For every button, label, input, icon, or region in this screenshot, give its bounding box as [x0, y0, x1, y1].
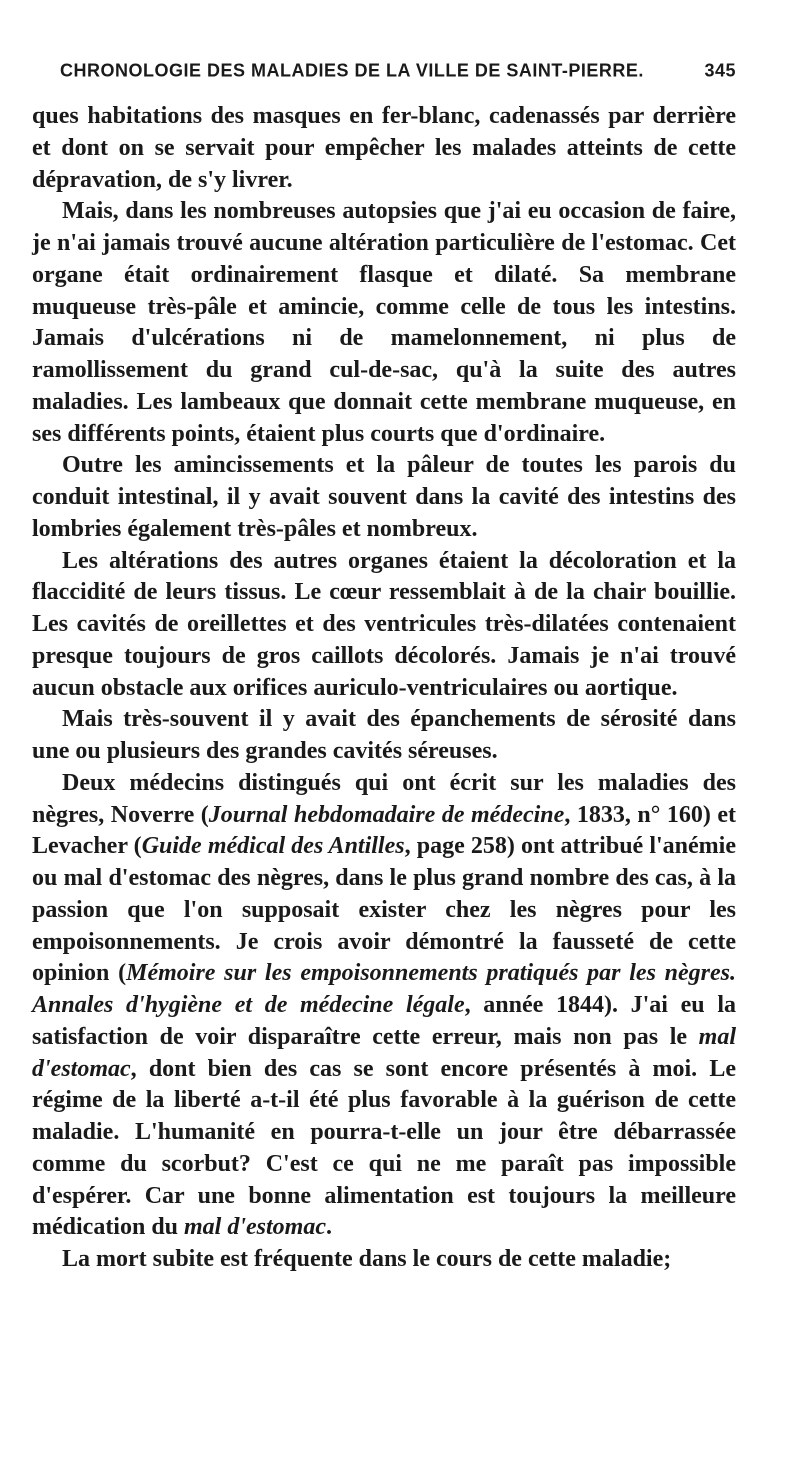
italic-term: mal d'estomac	[32, 1023, 736, 1082]
citation-memoire: Mémoire sur les empoisonnements pratiqués par les nègres. Annales d'hygiène et de médecine légale	[32, 960, 736, 1018]
running-title: CHRONOLOGIE DES MALADIES DE LA VILLE DE SAINT-PIERRE.	[60, 59, 644, 81]
paragraph-continued: ques habitations des masques en fer-blanc, cadenassés par derrière et dont on se servait pour empêcher les malades atteints de cette dépravation, de s'y livrer.	[32, 103, 736, 193]
text-run: , 1833, n° 160) et Levacher (	[32, 801, 736, 860]
body-text	[32, 101, 736, 1276]
page-number: 345	[704, 59, 736, 81]
paragraph-sudden-death: La mort subite est fréquente dans le cours de cette maladie;	[62, 1246, 672, 1272]
text-run: , dont bien des cas se sont encore présentés à moi. Le régime de la liberté a-t-il été plus favorable à la guérison de cette maladie. L'humanité en pourra-t-elle un jour être débarrassée comme du scorbut? C'est ce qui ne me paraît pas impossible d'espérer. Car une bonne alimentation est toujours la meilleure médication du	[32, 1055, 736, 1241]
paragraph-organs: Les altérations des autres organes étaient la décoloration et la flaccidité de leurs tissus. Le cœur ressemblait à de la chair bouillie. Les cavités de oreillettes et des ventricules très-dilatées contenaient presque toujours de gros caillots décolorés. Jamais je n'ai trouvé aucun obstacle aux orifices auriculo-ventriculaires ou aortique.	[32, 547, 736, 701]
paragraph-physicians	[32, 768, 736, 1244]
running-header	[60, 59, 736, 81]
text-run: Deux médecins distingués qui ont écrit sur les maladies des nègres, Noverre (	[32, 769, 736, 828]
text-run: , année 1844). J'ai eu la satisfaction de voir disparaître cette erreur, mais non pas le	[32, 992, 736, 1050]
text-run: , page 258) ont attribué l'anémie ou mal d'estomac des nègres, dans le plus grand nombre des cas, à la passion que l'on supposait exister chez les nègres pour les empoisonnements. Je crois avoir démontré la fausseté de cette opinion (	[32, 833, 736, 987]
italic-term: mal d'estomac	[184, 1214, 326, 1241]
text-run: .	[326, 1214, 332, 1241]
citation-guide: Guide médical des Antilles	[141, 833, 405, 860]
paragraph-intestinal: Outre les amincissements et la pâleur de toutes les parois du conduit intestinal, il y avait souvent dans la cavité des intestins des lombries également très-pâles et nombreux.	[32, 452, 736, 542]
citation-journal: Journal hebdomadaire de médecine	[208, 801, 565, 828]
paragraph-autopsies: Mais, dans les nombreuses autopsies que j'ai eu occasion de faire, je n'ai jamais trouvé aucune altération particulière de l'estomac. Cet organe était ordinairement flasque et dilaté. Sa membrane muqueuse très-pâle et amincie, comme celle de tous les intestins. Jamais d'ulcérations ni de mamelonnement, ni plus de ramollissement du grand cul-de-sac, qu'à la suite des autres maladies. Les lambeaux que donnait cette membrane muqueuse, en ses différents points, étaient plus courts que d'ordinaire.	[32, 198, 736, 447]
paragraph-serosity: Mais très-souvent il y avait des épanchements de sérosité dans une ou plusieurs des grandes cavités séreuses.	[32, 706, 736, 764]
